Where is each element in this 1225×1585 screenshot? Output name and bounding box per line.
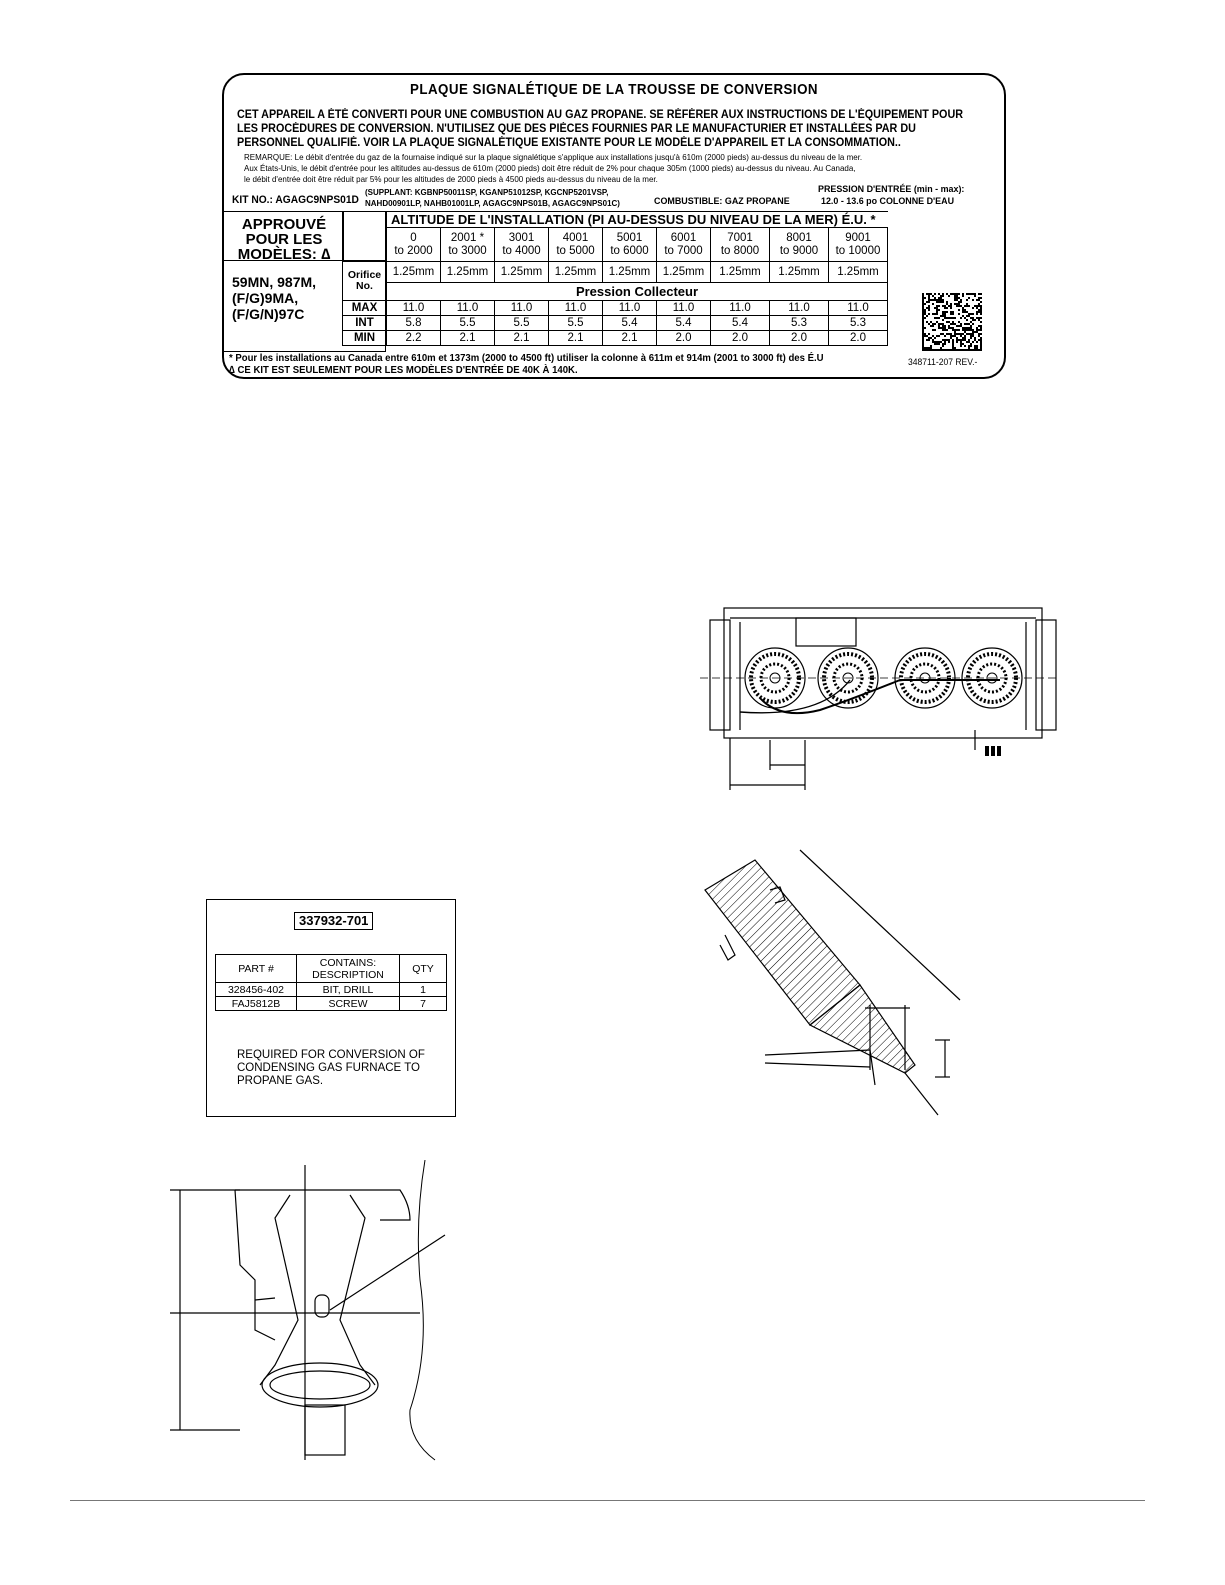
altitude-pressure-table [342,211,888,346]
parts-header-description: CONTAINS: DESCRIPTION [297,955,400,983]
pressure-row [343,316,888,331]
pressure-value-cell: 2.0 [657,331,711,346]
pressure-value-cell: 11.0 [495,301,549,316]
inlet-pressure-value: 12.0 - 13.6 po COLONNE D'EAU [821,196,955,207]
altitude-range-bottom: to 7000 [664,244,703,257]
pressure-value-cell: 2.0 [770,331,829,346]
orifice-size-cell: 1.25mm [549,262,603,283]
pressure-value-cell: 11.0 [829,301,888,316]
table-row [216,983,447,997]
supplant-line-1: (SUPPLANT: KGBNP50011SP, KGANP51012SP, KGCNP5201VSP, [365,187,609,197]
altitude-range-cell [770,228,829,262]
plate-remark-line-1: REMARQUE: Le débit d'entrée du gaz de la fournaise indiqué sur la plaque signalétique s'applique aux installations jusqu'à 610m (2000 pieds) au-dessus du niveau de la mer. [244,152,863,162]
orifice-row [343,262,888,283]
pressure-value-cell: 2.1 [549,331,603,346]
orifice-size-cell: 1.25mm [711,262,770,283]
pressure-value-cell: 5.8 [387,316,441,331]
pressure-value-cell: 2.1 [603,331,657,346]
altitude-range-row [343,228,888,262]
pressure-value-cell: 5.4 [603,316,657,331]
altitude-range-bottom: to 9000 [779,244,819,257]
orifice-section-drawing [690,845,970,1120]
plate-intro-line-2: LES PROCÉDURES DE CONVERSION. N'UTILISEZ QUE DES PIÈCES FOURNIES PAR LE MANUFACTURIER ET INSTALLÉES PAR DU [237,122,916,135]
parts-header-qty: QTY [400,955,447,983]
pressure-value-cell: 11.0 [387,301,441,316]
altitude-range-bottom: to 5000 [556,244,595,257]
altitude-range-top: 2001 * [450,232,485,245]
part-number-cell: FAJ5812B [216,997,297,1011]
orifice-size-cell: 1.25mm [387,262,441,283]
altitude-range-top: 6001 [670,232,697,245]
altitude-range-bottom: to 3000 [448,244,487,257]
pressure-value-cell: 5.5 [441,316,495,331]
altitude-range-cell [549,228,603,262]
part-number-cell: 328456-402 [216,983,297,997]
pressure-value-cell: 11.0 [657,301,711,316]
altitude-range-top: 9001 [845,232,871,245]
pressure-value-cell: 11.0 [770,301,829,316]
approved-line-1: APPROUVÉ [241,216,327,233]
pressure-row-label: INT [343,316,387,331]
pressure-value-cell: 2.2 [387,331,441,346]
altitude-range-top: 4001 [562,232,589,245]
altitude-range-top: 8001 [786,232,812,245]
pressure-value-cell: 5.3 [770,316,829,331]
kit-number: KIT NO.: AGAGC9NPS01D [232,194,359,206]
altitude-range-top: 0 [410,232,417,245]
parts-table [215,954,447,1011]
manifold-pressure-header: Pression Collecteur [387,283,888,301]
fuel-type: COMBUSTIBLE: GAZ PROPANE [654,196,790,207]
orifice-label-1: Orifice [347,268,382,281]
footer-divider [70,1500,1145,1501]
altitude-range-cell [829,228,888,262]
orifice-label-2: No. [356,280,373,292]
pressure-row-label: MAX [343,301,387,316]
inlet-pressure-label: PRESSION D'ENTRÉE (min - max): [818,184,965,195]
pressure-value-cell: 5.5 [549,316,603,331]
pressure-row [343,331,888,346]
altitude-range-top: 5001 [616,232,643,245]
altitude-range-bottom: to 4000 [502,244,541,257]
pressure-value-cell: 5.3 [829,316,888,331]
altitude-range-cell [495,228,549,262]
parts-note-line-3: PROPANE GAS. [237,1075,324,1087]
approved-line-2: POUR LES [245,231,323,248]
plate-intro-line-1: CET APPAREIL A ÉTÉ CONVERTI POUR UNE COMBUSTION AU GAZ PROPANE. SE RÉFÉRER AUX INSTRUCTIONS DE L'ÉQUIPEMENT POUR [237,108,964,121]
altitude-range-cell [387,228,441,262]
pressure-value-cell: 2.1 [495,331,549,346]
plate-remark-line-3: le débit d'entrée doit être réduit par 5% pour les altitudes de 2000 pieds à 4500 pieds au-dessus du niveau de la mer. [244,174,658,184]
models-line-3: (F/G/N)97C [232,306,305,322]
orifice-size-cell: 1.25mm [770,262,829,283]
parts-header-part: PART # [216,955,297,983]
orifice-size-cell: 1.25mm [495,262,549,283]
part-qty-cell: 1 [400,983,447,997]
plate-title: PLAQUE SIGNALÉTIQUE DE LA TROUSSE DE CONVERSION [409,82,819,98]
altitude-range-cell [657,228,711,262]
datamatrix-barcode-icon [922,293,982,351]
altitude-range-bottom: to 10000 [835,244,881,257]
pressure-value-cell: 5.5 [495,316,549,331]
plate-part-number: 348711-207 REV.- [908,357,978,368]
altitude-range-cell [441,228,495,262]
altitude-range-top: 3001 [508,232,535,245]
pressure-value-cell: 5.4 [657,316,711,331]
pressure-value-cell: 2.1 [441,331,495,346]
burner-assembly-drawing [700,600,1060,795]
pressure-row-label: MIN [343,331,387,346]
pressure-value-cell: 11.0 [549,301,603,316]
part-description-cell: BIT, DRILL [297,983,400,997]
models-line-2: (F/G)9MA, [232,290,299,306]
pressure-value-cell: 5.4 [711,316,770,331]
orifice-size-cell: 1.25mm [829,262,888,283]
parts-note-line-2: CONDENSING GAS FURNACE TO [237,1062,420,1074]
kit-number-label: 337932-701 [294,912,373,930]
altitude-range-cell [603,228,657,262]
plate-intro-line-3: PERSONNEL QUALIFIÉ. VOIR LA PLAQUE SIGNALÉTIQUE EXISTANTE POUR LE MODÈLE D'APPAREIL ET LA CONSOMMATION.. [237,136,901,149]
supplant-line-2: NAHD00901LP, NAHB01001LP, AGAGC9NPS01B, AGAGC9NPS01C) [365,198,620,208]
altitude-range-cell [711,228,770,262]
orifice-size-cell: 1.25mm [441,262,495,283]
parts-note-line-1: REQUIRED FOR CONVERSION OF [237,1049,425,1061]
pressure-row [343,301,888,316]
burner-orifice-detail-drawing [160,1160,460,1465]
pressure-value-cell: 2.0 [711,331,770,346]
pressure-value-cell: 11.0 [711,301,770,316]
altitude-range-bottom: to 2000 [394,244,433,257]
altitude-range-bottom: to 8000 [720,244,760,257]
orifice-size-cell: 1.25mm [603,262,657,283]
plate-footnote-1: * Pour les installations au Canada entre 610m et 1373m (2000 to 4500 ft) utiliser la colonne à 611m et 914m (2001 to 3000 ft) des É.U [229,353,824,364]
altitude-range-bottom: to 6000 [610,244,649,257]
plate-footnote-2: ∆ CE KIT EST SEULEMENT POUR LES MODÈLES D'ENTRÉE DE 40K À 140K. [229,365,578,376]
orifice-size-cell: 1.25mm [657,262,711,283]
approved-line-3: MODÈLES: ∆ [237,246,331,263]
conversion-rating-plate [222,73,1006,379]
pressure-value-cell: 11.0 [441,301,495,316]
pressure-value-cell: 2.0 [829,331,888,346]
models-line-1: 59MN, 987M, [232,274,317,290]
part-description-cell: SCREW [297,997,400,1011]
table-row [216,997,447,1011]
part-qty-cell: 7 [400,997,447,1011]
pressure-value-cell: 11.0 [603,301,657,316]
parts-list-box [206,899,456,1117]
parts-note [237,1049,425,1088]
plate-remark-line-2: Aux États-Unis, le débit d'entrée pour les altitudes au-dessus de 610m (2000 pieds) doit être réduit de 2% pour chaque 305m (1000 pieds) au-dessus du niveau. Au Canada, [244,163,856,173]
altitude-range-top: 7001 [727,232,753,245]
altitude-header: ALTITUDE DE L'INSTALLATION (PI AU-DESSUS DU NIVEAU DE LA MER) É.U. * [387,212,888,228]
